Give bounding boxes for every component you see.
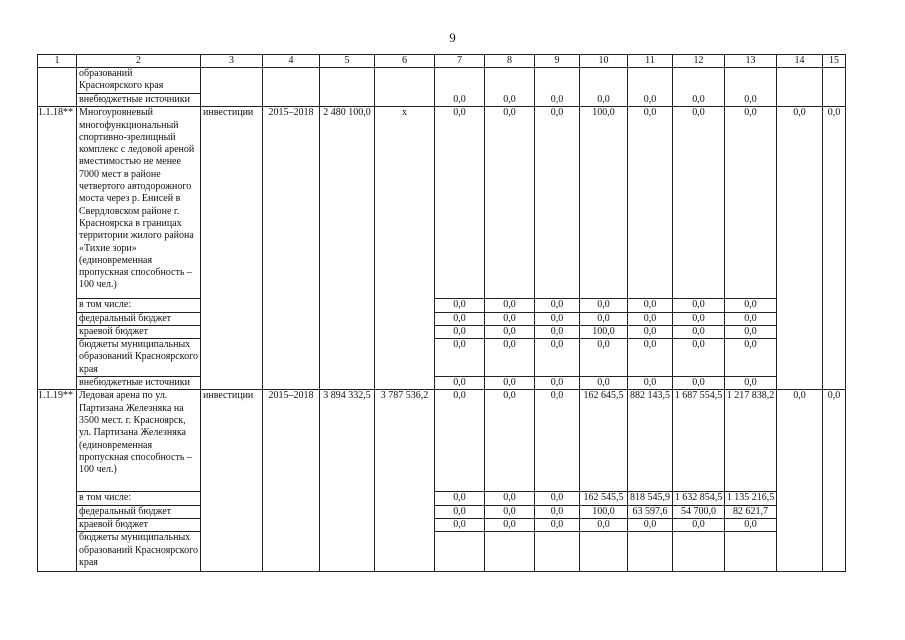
- header-col-6: 6: [375, 55, 435, 68]
- header-col-14: 14: [777, 55, 823, 68]
- item-name: Многоуровневый многофункциональный спортивно-зрелищный комплекс с ледовой ареной вместимостью не менее 7000 мест в районе четвертого автодорожного моста через р. Енисей в Свердловском районе г. Красноярска в границах территории жилого района «Тихие зори» (единовременная пропускная способность – 100 чел.): [77, 107, 201, 299]
- value-cell: 1 632 854,5: [673, 492, 725, 505]
- value-cell: 82 621,7: [725, 505, 777, 518]
- value-cell: 0,0: [580, 94, 628, 107]
- value-cell: 0,0: [580, 339, 628, 377]
- value-cell: 0,0: [628, 377, 673, 390]
- header-col-12: 12: [673, 55, 725, 68]
- value-cell: 0,0: [823, 390, 846, 572]
- value-cell: 0,0: [485, 377, 535, 390]
- source-label: федеральный бюджет: [77, 312, 201, 325]
- value-cell: 0,0: [535, 390, 580, 492]
- value-cell: 0,0: [535, 518, 580, 531]
- table-row: [38, 68, 846, 94]
- type-cell: [201, 68, 263, 107]
- value-cell: [580, 532, 628, 572]
- value-cell: 0,0: [535, 325, 580, 338]
- source-label: образований Красноярского края: [77, 68, 201, 94]
- value-cell: 0,0: [535, 312, 580, 325]
- value-cell: 63 597,6: [628, 505, 673, 518]
- value-cell: 818 545,9: [628, 492, 673, 505]
- item-period: 2015–2018: [263, 107, 320, 390]
- value-cell: [628, 532, 673, 572]
- source-label: краевой бюджет: [77, 325, 201, 338]
- budget-table: [37, 54, 846, 572]
- source-label: в том числе:: [77, 492, 201, 505]
- value-cell: [673, 532, 725, 572]
- header-col-9: 9: [535, 55, 580, 68]
- source-label: бюджеты муниципальных образований Красноярского края: [77, 532, 201, 572]
- col6-cell: [375, 68, 435, 107]
- value-cell: 0,0: [628, 94, 673, 107]
- value-cell: 0,0: [673, 299, 725, 312]
- value-cell: [580, 68, 628, 94]
- value-cell: 0,0: [725, 325, 777, 338]
- value-cell: 0,0: [535, 107, 580, 299]
- value-cell: 0,0: [725, 339, 777, 377]
- source-label: федеральный бюджет: [77, 505, 201, 518]
- table-row: [38, 94, 846, 107]
- value-cell: 0,0: [535, 377, 580, 390]
- value-cell: 100,0: [580, 107, 628, 299]
- value-cell: 0,0: [628, 518, 673, 531]
- value-cell: [777, 68, 823, 107]
- value-cell: [435, 532, 485, 572]
- header-col-5: 5: [320, 55, 375, 68]
- value-cell: 1 135 216,5: [725, 492, 777, 505]
- value-cell: 0,0: [435, 505, 485, 518]
- value-cell: [725, 68, 777, 94]
- value-cell: 0,0: [535, 94, 580, 107]
- value-cell: 0,0: [777, 390, 823, 572]
- header-col-15: 15: [823, 55, 846, 68]
- value-cell: [535, 532, 580, 572]
- value-cell: [485, 532, 535, 572]
- value-cell: 0,0: [725, 94, 777, 107]
- item-col6: х: [375, 107, 435, 390]
- value-cell: 0,0: [435, 325, 485, 338]
- page-number: 9: [449, 30, 456, 45]
- value-cell: [628, 68, 673, 94]
- table-row: [38, 532, 846, 572]
- value-cell: 0,0: [435, 492, 485, 505]
- value-cell: 0,0: [628, 299, 673, 312]
- value-cell: 882 143,5: [628, 390, 673, 492]
- item-type: инвестиции: [201, 390, 263, 572]
- source-label: внебюджетные источники: [77, 94, 201, 107]
- item-period: 2015–2018: [263, 390, 320, 572]
- value-cell: 0,0: [435, 339, 485, 377]
- value-cell: 0,0: [485, 492, 535, 505]
- table-row: [38, 312, 846, 325]
- value-cell: 0,0: [628, 107, 673, 299]
- value-cell: 162 645,5: [580, 390, 628, 492]
- table-row: [38, 390, 846, 492]
- value-cell: 0,0: [725, 299, 777, 312]
- value-cell: 0,0: [580, 518, 628, 531]
- value-cell: 0,0: [435, 107, 485, 299]
- value-cell: 0,0: [435, 299, 485, 312]
- value-cell: 54 700,0: [673, 505, 725, 518]
- value-cell: 0,0: [485, 107, 535, 299]
- item-type: инвестиции: [201, 107, 263, 390]
- value-cell: 1 217 838,2: [725, 390, 777, 492]
- value-cell: 0,0: [485, 312, 535, 325]
- value-cell: [673, 68, 725, 94]
- cost-cell: [320, 68, 375, 107]
- value-cell: 0,0: [535, 339, 580, 377]
- value-cell: 100,0: [580, 325, 628, 338]
- header-col-7: 7: [435, 55, 485, 68]
- value-cell: 0,0: [580, 312, 628, 325]
- table-row: [38, 492, 846, 505]
- header-row: [38, 55, 846, 68]
- value-cell: 0,0: [535, 492, 580, 505]
- source-label: бюджеты муниципальных образований Красноярского края: [77, 339, 201, 377]
- value-cell: [823, 68, 846, 107]
- value-cell: 0,0: [435, 377, 485, 390]
- value-cell: 0,0: [535, 299, 580, 312]
- source-label: в том числе:: [77, 299, 201, 312]
- value-cell: 0,0: [485, 94, 535, 107]
- value-cell: 0,0: [725, 312, 777, 325]
- value-cell: 0,0: [435, 518, 485, 531]
- header-col-11: 11: [628, 55, 673, 68]
- value-cell: 0,0: [628, 339, 673, 377]
- source-label: краевой бюджет: [77, 518, 201, 531]
- item-name: Ледовая арена по ул. Партизана Железняка на 3500 мест. г. Красноярск, ул. Партизана Железняка (единовременная пропускная способность – 100 чел.): [77, 390, 201, 492]
- table-row: [38, 107, 846, 299]
- value-cell: 0,0: [580, 299, 628, 312]
- table-row: [38, 377, 846, 390]
- table-row: [38, 339, 846, 377]
- item-code: 1.1.19**: [38, 390, 77, 572]
- header-col-2: 2: [77, 55, 201, 68]
- value-cell: 0,0: [485, 505, 535, 518]
- value-cell: 0,0: [823, 107, 846, 390]
- value-cell: 0,0: [628, 325, 673, 338]
- item-cost: 2 480 100,0: [320, 107, 375, 390]
- period-cell: [263, 68, 320, 107]
- value-cell: 0,0: [628, 312, 673, 325]
- table-row: [38, 299, 846, 312]
- code-cell: [38, 68, 77, 107]
- value-cell: 0,0: [673, 325, 725, 338]
- value-cell: [725, 532, 777, 572]
- header-col-8: 8: [485, 55, 535, 68]
- header-col-3: 3: [201, 55, 263, 68]
- value-cell: 0,0: [485, 390, 535, 492]
- value-cell: 0,0: [435, 390, 485, 492]
- header-col-4: 4: [263, 55, 320, 68]
- value-cell: 0,0: [485, 339, 535, 377]
- value-cell: 0,0: [725, 377, 777, 390]
- table-body: [38, 55, 846, 572]
- table-row: [38, 518, 846, 531]
- table-row: [38, 505, 846, 518]
- item-col6: 3 787 536,2: [375, 390, 435, 572]
- value-cell: 0,0: [673, 377, 725, 390]
- value-cell: 0,0: [673, 339, 725, 377]
- value-cell: 1 687 554,5: [673, 390, 725, 492]
- value-cell: 0,0: [673, 94, 725, 107]
- item-cost: 3 894 332,5: [320, 390, 375, 572]
- value-cell: 100,0: [580, 505, 628, 518]
- value-cell: 0,0: [777, 107, 823, 390]
- value-cell: 162 545,5: [580, 492, 628, 505]
- value-cell: 0,0: [673, 518, 725, 531]
- value-cell: 0,0: [673, 107, 725, 299]
- value-cell: 0,0: [435, 94, 485, 107]
- value-cell: 0,0: [673, 312, 725, 325]
- value-cell: 0,0: [485, 325, 535, 338]
- value-cell: [435, 68, 485, 94]
- value-cell: 0,0: [580, 377, 628, 390]
- value-cell: [485, 68, 535, 94]
- value-cell: [535, 68, 580, 94]
- value-cell: 0,0: [535, 505, 580, 518]
- header-col-10: 10: [580, 55, 628, 68]
- source-label: внебюджетные источники: [77, 377, 201, 390]
- header-col-1: 1: [38, 55, 77, 68]
- header-col-13: 13: [725, 55, 777, 68]
- value-cell: 0,0: [725, 518, 777, 531]
- item-code: 1.1.18**: [38, 107, 77, 390]
- value-cell: 0,0: [485, 299, 535, 312]
- value-cell: 0,0: [435, 312, 485, 325]
- table-row: [38, 325, 846, 338]
- value-cell: 0,0: [485, 518, 535, 531]
- value-cell: 0,0: [725, 107, 777, 299]
